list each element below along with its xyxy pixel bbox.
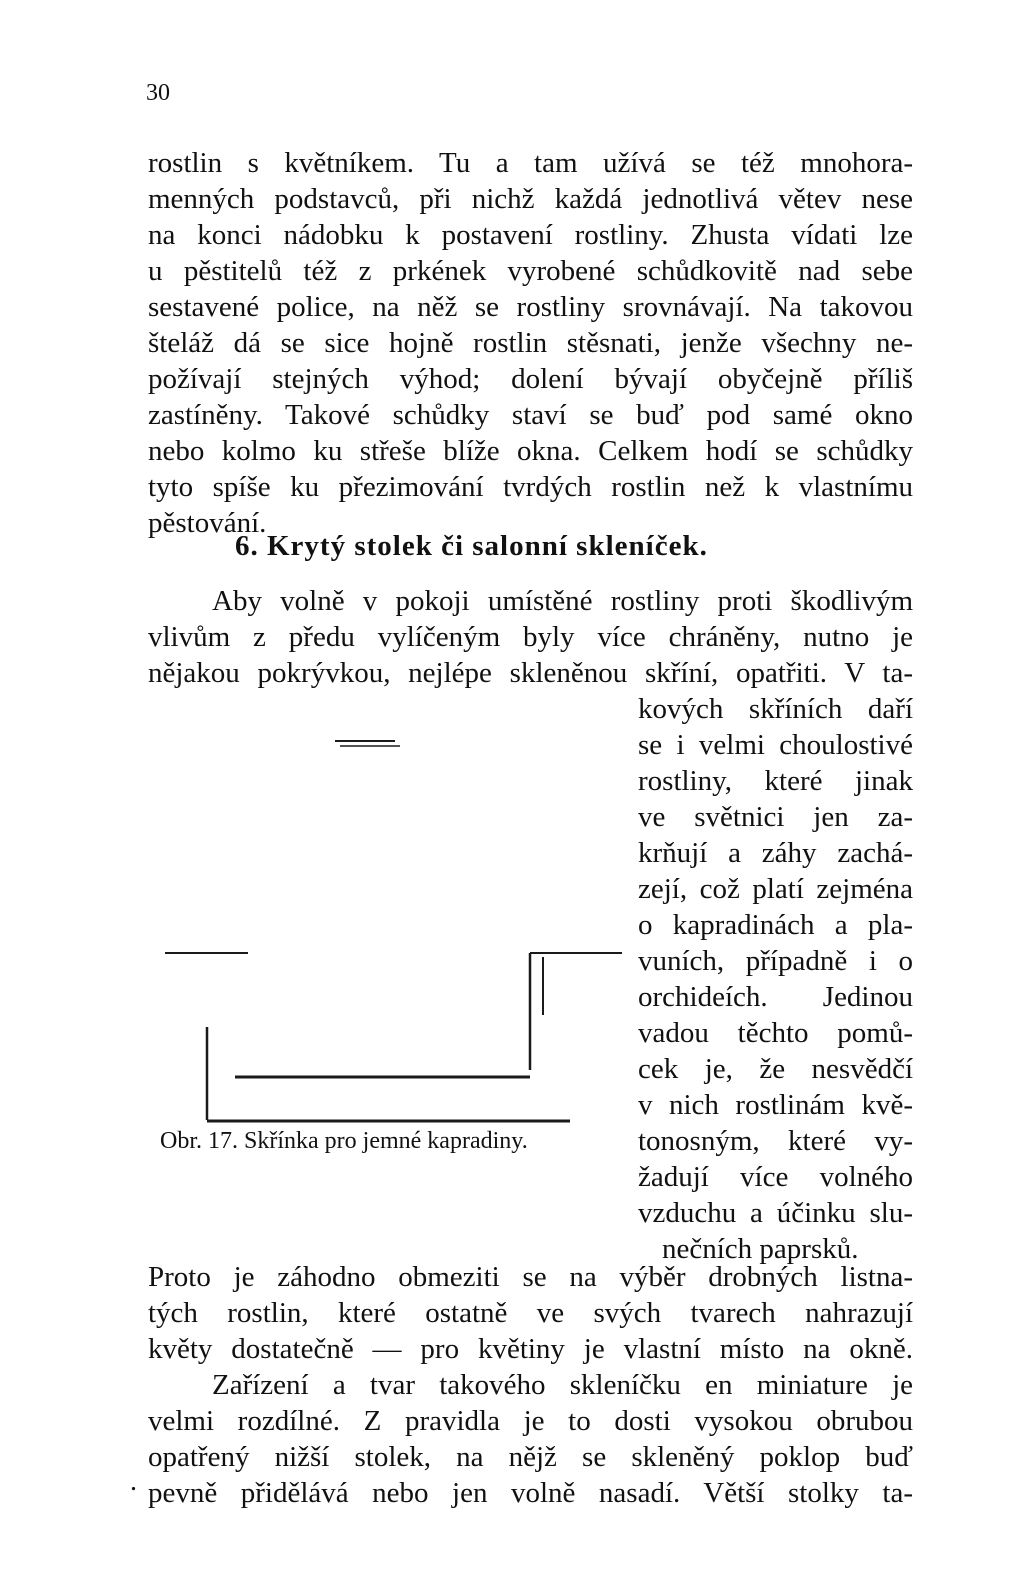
- stray-mark: .: [130, 1466, 137, 1497]
- text-line: rostlin s květníkem. Tu a tam užívá se též mnohora-: [148, 147, 913, 179]
- text-line: na konci nádobku k postavení rostliny. Zhusta vídati lze: [148, 219, 913, 251]
- text-line: tých rostlin, které ostatně ve svých tvarech nahrazují: [148, 1297, 913, 1329]
- text-line: ve světnici jen za-: [638, 801, 913, 833]
- text-line: tyto spíše ku přezimování tvrdých rostlin než k vlastnímu: [148, 471, 913, 503]
- text-line: zejí, což platí zejména: [638, 873, 913, 905]
- text-line: vzduchu a účinku slu-: [638, 1197, 913, 1229]
- text-line: o kapradinách a pla-: [638, 909, 913, 941]
- text-line: šteláž dá se sice hojně rostlin stěsnati, jenže všechny ne-: [148, 327, 913, 359]
- text-line: nečních paprsků.: [662, 1233, 859, 1265]
- text-line: vadou těchto pomů-: [638, 1017, 913, 1049]
- section-heading: 6. Krytý stolek či salonní skleníček.: [235, 530, 708, 562]
- text-line: pěstování.: [148, 507, 267, 539]
- text-line: v nich rostlinám kvě-: [638, 1089, 913, 1121]
- text-line: sestavené police, na něž se rostliny srovnávají. Na takovou: [148, 291, 913, 323]
- text-line: kových skříních daří: [638, 693, 913, 725]
- text-line: nebo kolmo ku střeše blíže okna. Celkem hodí se schůdky: [148, 435, 913, 467]
- figure-caption: Obr. 17. Skřínka pro jemné kapradiny.: [160, 1128, 528, 1154]
- text-line: vuních, případně i o: [638, 945, 913, 977]
- text-line: květy dostatečně — pro květiny je vlastní místo na okně.: [148, 1333, 913, 1365]
- text-line: menných podstavců, při nichž každá jednotlivá větev nese: [148, 183, 913, 215]
- text-line: u pěstitelů též z prkének vyrobené schůdkovitě nad sebe: [148, 255, 913, 287]
- text-line: Aby volně v pokoji umístěné rostliny proti škodlivým: [212, 585, 913, 617]
- text-line: cek je, že nesvědčí: [638, 1053, 913, 1085]
- text-line: zastíněny. Takové schůdky staví se buď pod samé okno: [148, 399, 913, 431]
- text-line: tonosným, které vy-: [638, 1125, 913, 1157]
- text-line: se i velmi choulostivé: [638, 729, 913, 761]
- text-line: nějakou pokrývkou, nejlépe skleněnou skříní, opatřiti. V ta-: [148, 657, 913, 689]
- text-line: velmi rozdílné. Z pravidla je to dosti vysokou obrubou: [148, 1405, 913, 1437]
- text-line: krňují a záhy zachá-: [638, 837, 913, 869]
- figure-17-drawing: [150, 735, 630, 1145]
- text-line: opatřený nižší stolek, na nějž se skleněný poklop buď: [148, 1441, 913, 1473]
- text-line: pevně přidělává nebo jen volně nasadí. Větší stolky ta-: [148, 1477, 913, 1509]
- text-line: žadují více volného: [638, 1161, 913, 1193]
- text-line: rostliny, které jinak: [638, 765, 913, 797]
- text-line: Proto je záhodno obmeziti se na výběr drobných listna-: [148, 1261, 913, 1293]
- text-line: vlivům z předu vylíčeným byly více chráněny, nutno je: [148, 621, 913, 653]
- page-number: 30: [146, 80, 170, 106]
- text-line: požívají stejných výhod; dolení bývají obyčejně příliš: [148, 363, 913, 395]
- text-line: orchideích. Jedinou: [638, 981, 913, 1013]
- text-line: Zařízení a tvar takového skleníčku en miniature je: [212, 1369, 913, 1401]
